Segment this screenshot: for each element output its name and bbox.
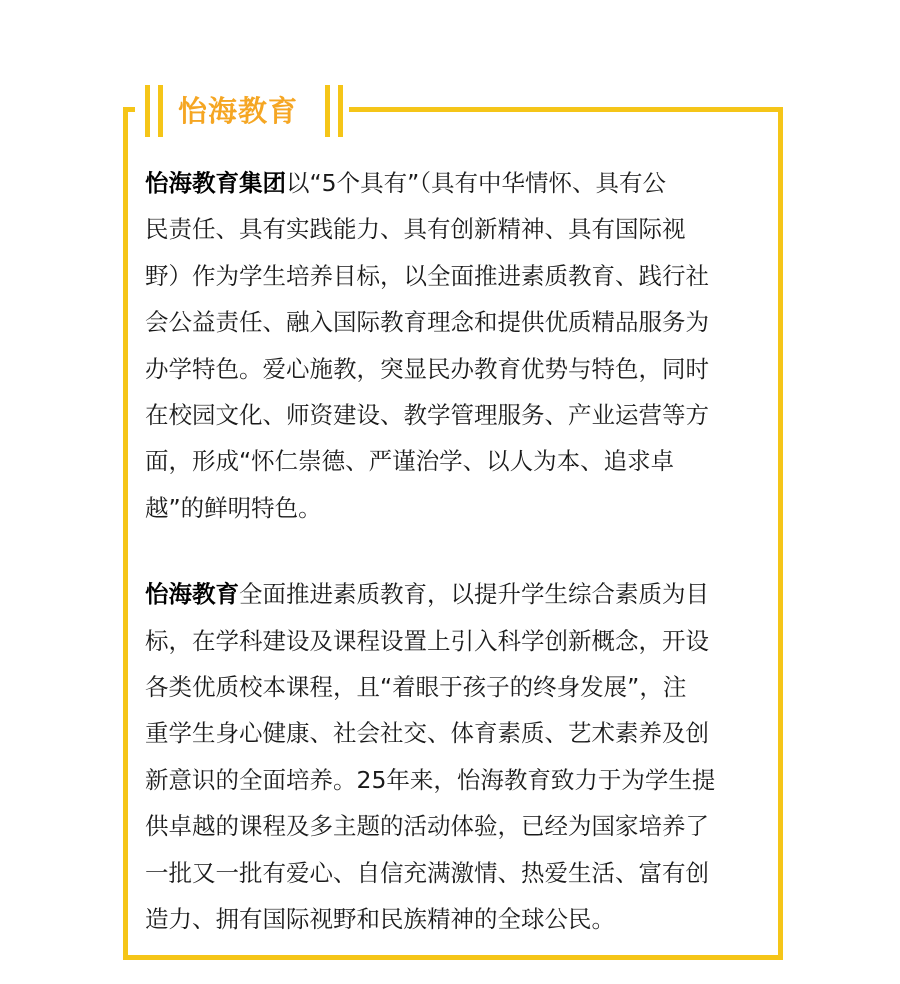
title-left-bar-inner bbox=[158, 85, 163, 137]
text-line: 新意识的全面培养。25年来，怡海教育致力于为学生提 bbox=[145, 765, 716, 794]
paragraph-group-intro bbox=[145, 160, 757, 531]
paragraph-education bbox=[145, 571, 757, 942]
text-line: 野）作为学生培养目标，以全面推进素质教育、践行社 bbox=[145, 261, 709, 290]
title-left-bar-outer bbox=[145, 85, 150, 137]
article-body bbox=[145, 160, 757, 943]
title-right-bar-inner bbox=[325, 85, 330, 137]
text-line: 怡海教育集团以“5个具有”（具有中华情怀、具有公 bbox=[145, 169, 667, 197]
section-title: 怡海教育 bbox=[178, 94, 299, 128]
text-line: 在校园文化、师资建设、教学管理服务、产业运营等方 bbox=[145, 401, 709, 430]
text-line: 办学特色。爱心施教，突显民办教育优势与特色，同时 bbox=[145, 354, 709, 383]
text-line: 重学生身心健康、社会社交、体育素质、艺术素养及创 bbox=[145, 719, 709, 748]
text-line: 会公益责任、融入国际教育理念和提供优质精品服务为 bbox=[145, 308, 709, 337]
lead-term: 怡海教育集团 bbox=[145, 169, 286, 197]
text-line: 越”的鲜明特色。 bbox=[145, 493, 322, 522]
text-line: 一批又一批有爱心、自信充满激情、热爱生活、富有创 bbox=[145, 858, 709, 887]
text-line: 怡海教育全面推进素质教育，以提升学生综合素质为目 bbox=[145, 580, 709, 609]
text-line: 标，在学科建设及课程设置上引入科学创新概念，开设 bbox=[145, 626, 709, 655]
text-line: 各类优质校本课程，且“着眼于孩子的终身发展”，注 bbox=[145, 673, 687, 702]
text-line: 面，形成“怀仁崇德、严谨治学、以人为本、追求卓 bbox=[145, 447, 675, 476]
text-line: 民责任、具有实践能力、具有创新精神、具有国际视 bbox=[145, 215, 686, 244]
lead-term: 怡海教育 bbox=[145, 580, 239, 609]
title-right-bar-outer bbox=[338, 85, 343, 137]
text-line: 供卓越的课程及多主题的活动体验，已经为国家培养了 bbox=[145, 812, 709, 841]
text-line: 造力、拥有国际视野和民族精神的全球公民。 bbox=[145, 905, 615, 934]
